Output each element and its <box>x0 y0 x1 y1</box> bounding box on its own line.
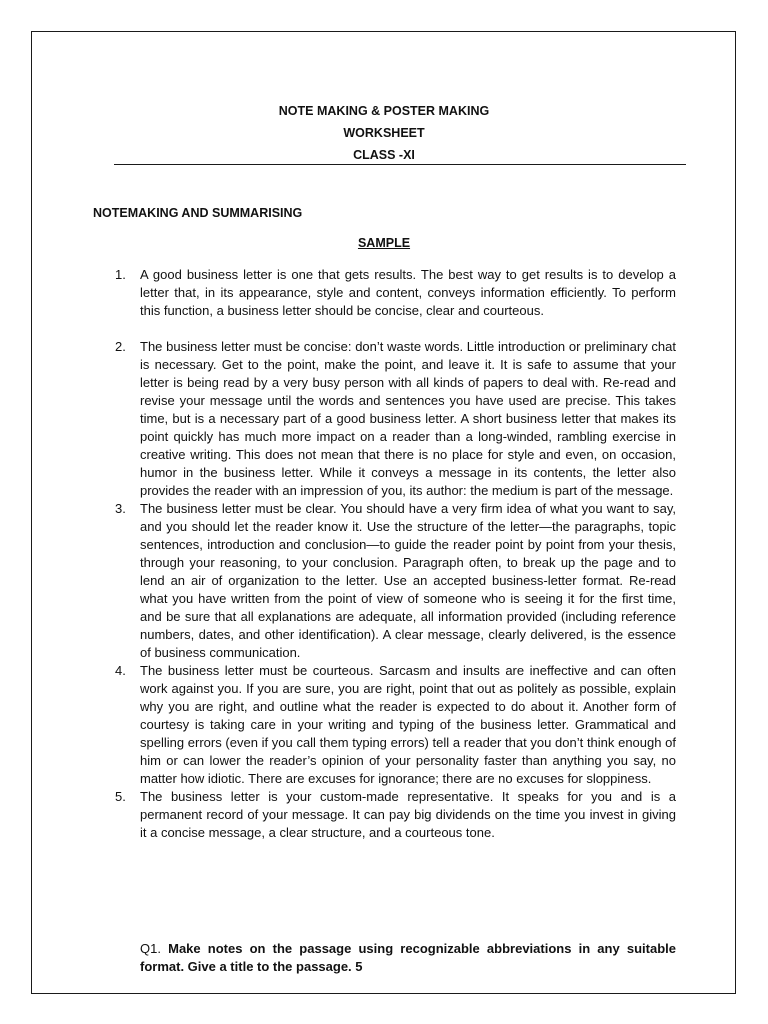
worksheet-title: NOTE MAKING & POSTER MAKING <box>278 104 490 118</box>
item-number: 1. <box>115 267 126 282</box>
item-text: The business letter must be concise: don’t waste words. Little introduction or preliminary chat is necessary. Get to the point, make the point, and leave it. It is safe to assume that your letter is being read by a very busy person with all kinds of papers to deal with. Re-read and revise your message until the words and sentences you have used are precise. This takes time, but is a necessary part of a good business letter. A short business letter that makes its point quickly has much more impact on a reader than a long-winded, rambling exercise in creative writing. This does not mean that there is no place for style and even, on occasion, humor in the business letter. While it conveys a message in its contents, the letter also provides the reader with an impression of you, its author: the medium is part of the message. <box>140 339 676 498</box>
passage-item <box>110 662 676 788</box>
sample-label: SAMPLE <box>357 236 411 250</box>
item-number: 4. <box>115 663 126 678</box>
worksheet-header <box>0 100 768 166</box>
item-text: The business letter must be clear. You should have a very firm idea of what you want to say, and you should let the reader know it. Use the structure of the letter—the paragraphs, topic sentences, introduction and conclusion—to guide the reader point by point from your thesis, through your reasoning, to your conclusion. Paragraph often, to break up the page and to lend an air of organization to the letter. Use an accepted business-letter format. Re-read what you have written from the point of view of someone who is seeing it for the first time, and be sure that all explanations are adequate, all information provided (including reference numbers, dates, and other identification). A clear message, clearly delivered, is the essence of business communication. <box>140 501 676 660</box>
question-text: Make notes on the passage using recognizable abbreviations in any suitable format. Give a title to the passage. 5 <box>140 941 676 974</box>
passage-item <box>110 266 676 320</box>
passage-list <box>110 266 676 842</box>
passage-item <box>110 338 676 500</box>
item-text: A good business letter is one that gets results. The best way to get results is to develop a letter that, in its appearance, style and content, conveys information efficiently. To perform this function, a business letter should be concise, clear and courteous. <box>140 267 676 318</box>
passage-item <box>110 788 676 842</box>
item-number: 2. <box>115 339 126 354</box>
worksheet-subtitle: WORKSHEET <box>343 126 425 140</box>
item-text: The business letter must be courteous. Sarcasm and insults are ineffective and can often work against you. If you are sure, you are right, point that out as politely as possible, explain why you are right, and outline what the reader is expected to do about it. Another form of courtesy is taking care in your writing and typing of the business letter. Grammatical and spelling errors (even if you call them typing errors) tell a reader that you don’t think enough of him or can lower the reader’s opinion of your personality faster than anything you say, no matter how idiotic. There are excuses for ignorance; there are no excuses for sloppiness. <box>140 663 676 786</box>
class-label: CLASS -XI <box>353 148 415 162</box>
header-divider <box>114 164 686 165</box>
item-number: 3. <box>115 501 126 516</box>
section-heading: NOTEMAKING AND SUMMARISING <box>93 206 303 220</box>
passage-item <box>110 500 676 662</box>
item-number: 5. <box>115 789 126 804</box>
question-label: Q1. <box>140 941 161 956</box>
question-block <box>140 940 676 976</box>
item-text: The business letter is your custom-made representative. It speaks for you and is a permanent record of your message. It can pay big dividends on the time you invest in giving it a concise message, a clear structure, and a courteous tone. <box>140 789 676 840</box>
